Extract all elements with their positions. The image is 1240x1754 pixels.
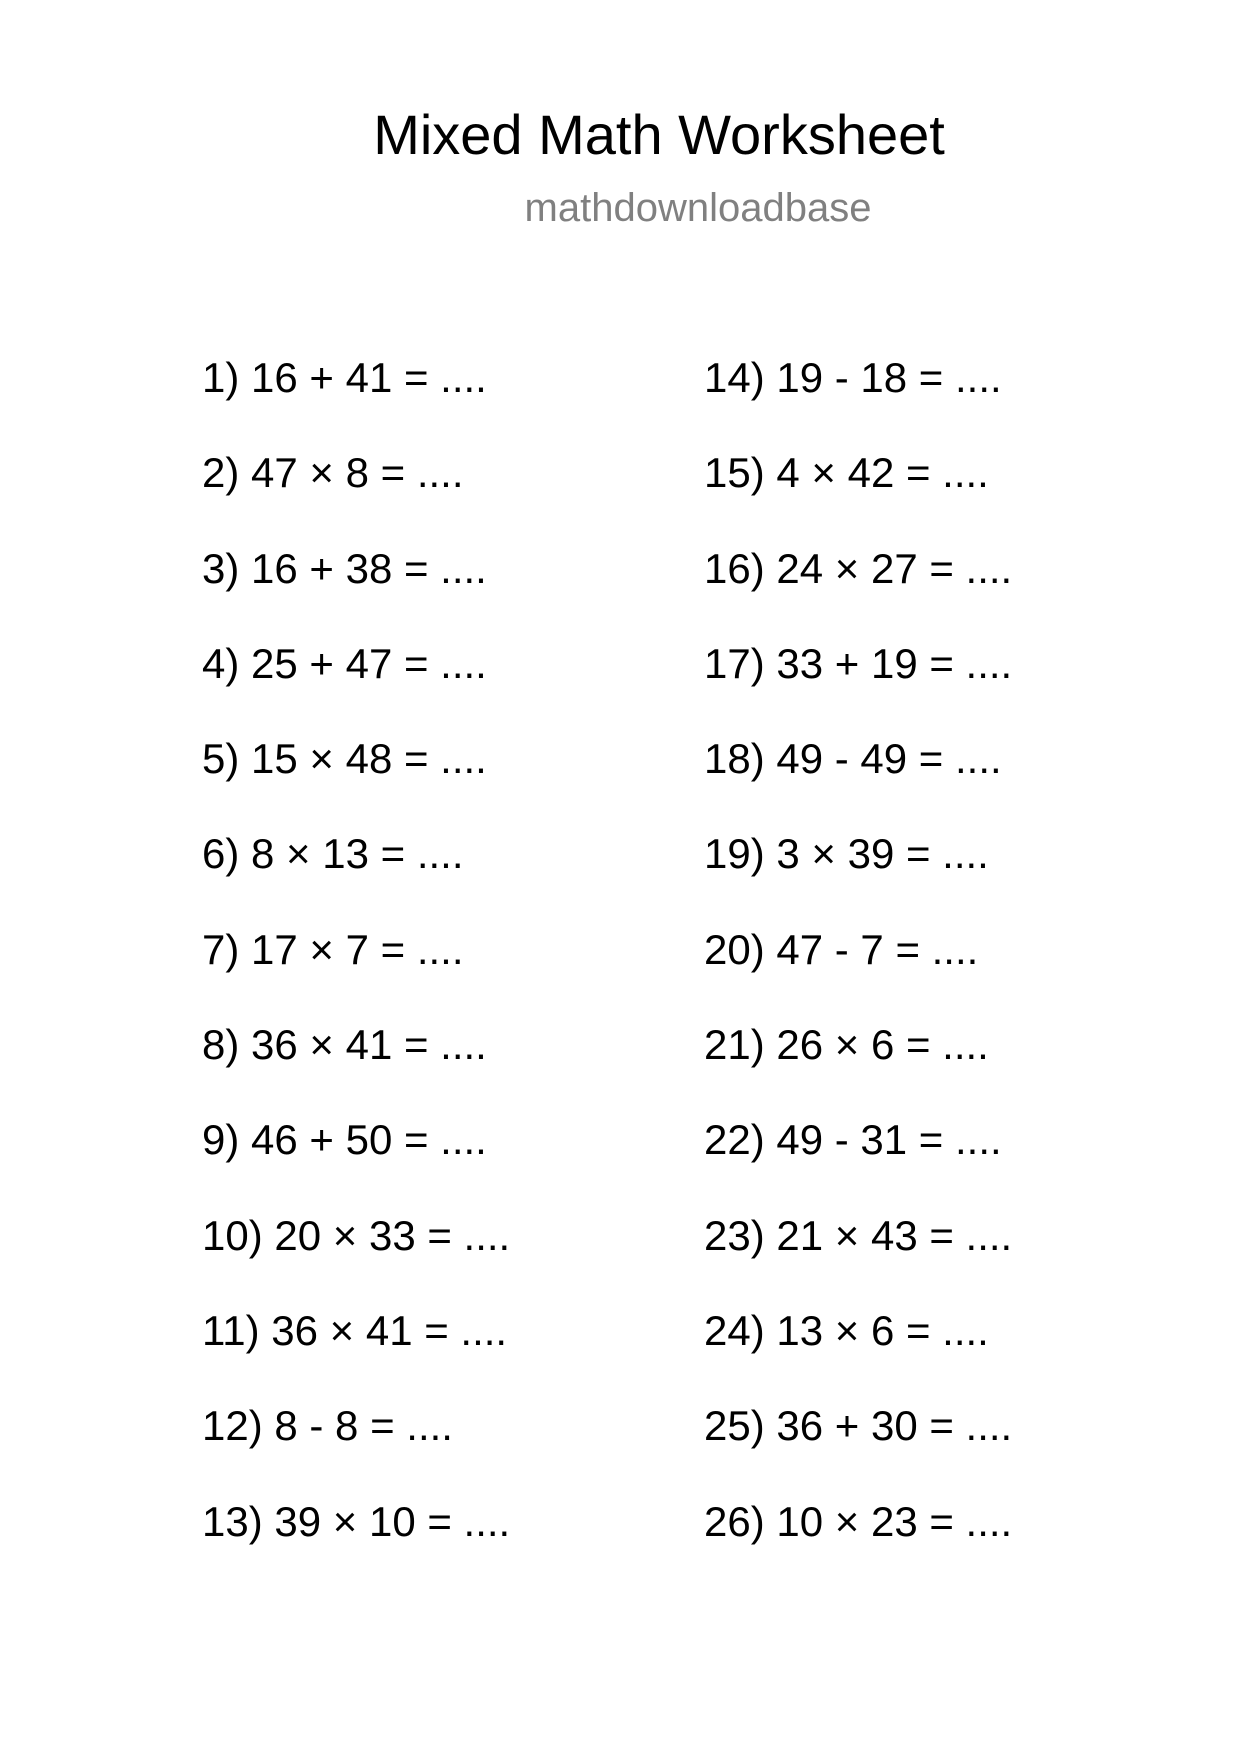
problem-item: 4) 25 + 47 = .... (202, 639, 487, 687)
problem-item: 20) 47 - 7 = .... (704, 925, 979, 973)
problem-item: 18) 49 - 49 = .... (704, 735, 1002, 783)
problem-item: 6) 8 × 13 = .... (202, 830, 464, 878)
problem-item: 22) 49 - 31 = .... (704, 1116, 1002, 1164)
problem-item: 3) 16 + 38 = .... (202, 544, 487, 592)
problem-item: 11) 36 × 41 = .... (202, 1306, 508, 1354)
problem-item: 24) 13 × 6 = .... (704, 1306, 989, 1354)
problem-item: 19) 3 × 39 = .... (704, 830, 989, 878)
problem-item: 12) 8 - 8 = .... (202, 1402, 453, 1450)
problem-item: 1) 16 + 41 = .... (202, 354, 487, 401)
problem-item: 21) 26 × 6 = .... (704, 1021, 989, 1069)
problem-item: 16) 24 × 27 = .... (704, 544, 1013, 592)
worksheet-source: mathdownloadbase (524, 186, 872, 230)
problem-item: 17) 33 + 19 = .... (704, 639, 1013, 687)
problem-item: 8) 36 × 41 = .... (202, 1021, 487, 1069)
problems-left-column (202, 349, 510, 1588)
problem-item: 5) 15 × 48 = .... (202, 735, 487, 783)
problem-item: 26) 10 × 23 = .... (704, 1497, 1013, 1545)
problem-item: 25) 36 + 30 = .... (704, 1402, 1013, 1450)
problem-item: 7) 17 × 7 = .... (202, 925, 464, 973)
problem-item: 15) 4 × 42 = .... (704, 449, 989, 497)
problem-item: 10) 20 × 33 = .... (202, 1211, 511, 1259)
worksheet-title: Mixed Math Worksheet (373, 103, 945, 166)
problem-item: 2) 47 × 8 = .... (202, 449, 464, 497)
problem-item: 13) 39 × 10 = .... (202, 1497, 511, 1545)
problem-item: 9) 46 + 50 = .... (202, 1116, 487, 1164)
problem-item: 14) 19 - 18 = .... (704, 354, 1002, 401)
problem-item: 23) 21 × 43 = .... (704, 1211, 1013, 1259)
problems-right-column (704, 349, 1012, 1588)
